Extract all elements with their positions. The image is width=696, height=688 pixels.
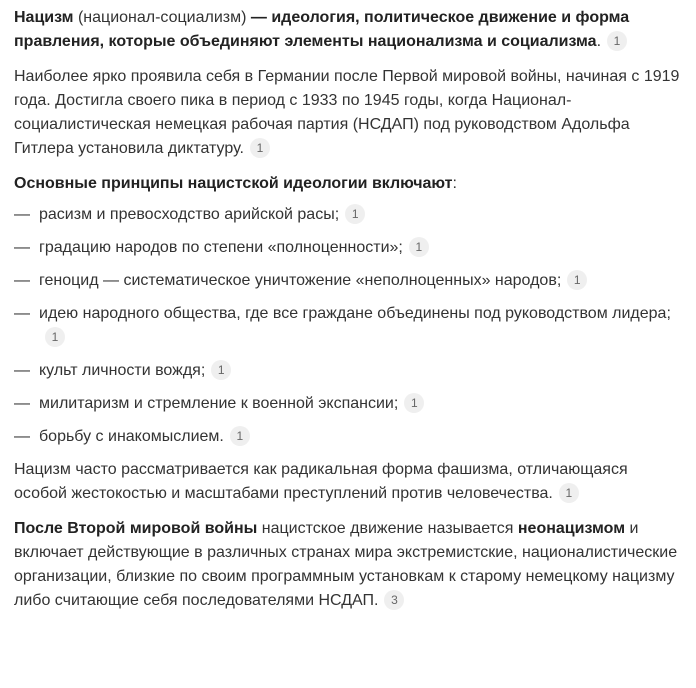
list-dash: —	[14, 305, 30, 322]
source-badge[interactable]: 1	[404, 393, 424, 413]
list-dash: —	[14, 395, 30, 412]
list-dash: —	[14, 272, 30, 289]
list-item	[14, 269, 682, 293]
list-item-text: борьбу с инакомыслием.	[39, 428, 224, 445]
list-item	[14, 425, 682, 449]
principles-heading-paragraph	[14, 172, 682, 196]
source-badge[interactable]: 1	[559, 483, 579, 503]
history-text: Наиболее ярко проявила себя в Германии после Первой мировой войны, начиная с 1919 года. Достигла своего пика в период с 1933 по 1945 годы, когда Национал-социалистическая немецкая рабочая партия (НСДАП) под руководством Адольфа Гитлера установила диктатуру.	[14, 68, 680, 157]
post-war-term: После Второй мировой войны	[14, 520, 258, 537]
list-item-text: расизм и превосходство арийской расы;	[39, 206, 340, 223]
history-paragraph	[14, 65, 682, 161]
neonazism-paragraph	[14, 517, 682, 613]
list-dash: —	[14, 206, 30, 223]
source-badge[interactable]: 1	[607, 31, 627, 51]
neonazism-term: неонацизмом	[517, 520, 626, 537]
source-badge[interactable]: 1	[345, 204, 365, 224]
neonazism-text-2: и включает действующие в различных странах мира экстремистские, националистические организации, близкие по своим программным установкам к старому немецкому нацизму либо считающие себя последователями НСДАП.	[14, 520, 678, 609]
source-badge[interactable]: 1	[211, 360, 231, 380]
list-item-text: градацию народов по степени «полноценности»;	[39, 239, 403, 256]
list-dash: —	[14, 239, 30, 256]
source-badge[interactable]: 1	[250, 138, 270, 158]
source-badge[interactable]: 1	[45, 327, 65, 347]
list-item	[14, 392, 682, 416]
list-item-text: идею народного общества, где все граждане объединены под руководством лидера;	[39, 305, 671, 322]
list-item	[14, 359, 682, 383]
source-badge[interactable]: 3	[384, 590, 404, 610]
intro-paragraph	[14, 6, 682, 54]
list-item-text: милитаризм и стремление к военной экспансии;	[39, 395, 399, 412]
principles-heading-colon: :	[452, 175, 457, 192]
principles-list	[14, 203, 682, 449]
fascism-paragraph	[14, 458, 682, 506]
list-dash: —	[14, 428, 30, 445]
list-item-text: геноцид — систематическое уничтожение «неполноценных» народов;	[39, 272, 562, 289]
principles-heading: Основные принципы нацистской идеологии включают	[14, 175, 453, 192]
list-dash: —	[14, 362, 30, 379]
list-item	[14, 203, 682, 227]
neonazism-text-1: нацистское движение называется	[257, 520, 518, 537]
term-parenthetical: (национал-социализм)	[73, 9, 251, 26]
term: Нацизм	[14, 9, 74, 26]
list-item	[14, 236, 682, 260]
list-item-text: культ личности вождя;	[39, 362, 206, 379]
source-badge[interactable]: 1	[567, 270, 587, 290]
list-item	[14, 302, 682, 350]
term-definition: — идеология, политическое движение и форма правления, которые объединяют элементы национализма и социализма	[14, 9, 630, 50]
intro-period: .	[596, 33, 602, 50]
source-badge[interactable]: 1	[230, 426, 250, 446]
source-badge[interactable]: 1	[409, 237, 429, 257]
fascism-text: Нацизм часто рассматривается как радикальная форма фашизма, отличающаяся особой жестокостью и масштабами преступлений против человечества.	[14, 461, 628, 502]
